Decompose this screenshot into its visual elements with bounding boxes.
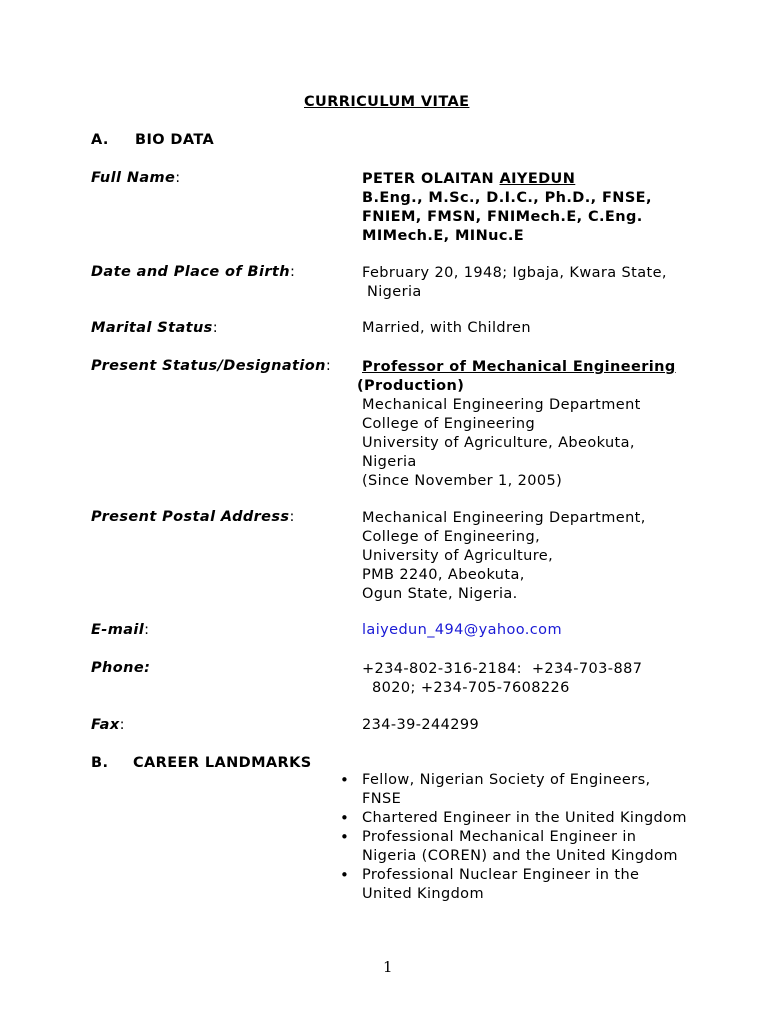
career-landmarks-list bbox=[340, 771, 687, 904]
phone-label: Phone: bbox=[91, 660, 151, 676]
surname: AIYEDUN bbox=[499, 171, 576, 187]
email-link[interactable]: laiyedun_494@yahoo.com bbox=[362, 622, 562, 638]
page-number: 1 bbox=[383, 958, 393, 976]
qualifications-line: B.Eng., M.Sc., D.I.C., Ph.D., FNSE, bbox=[362, 190, 652, 206]
list-item: • Professional Mechanical Engineer in Nigeria (COREN) and the United Kingdom bbox=[340, 828, 687, 866]
qualifications-line: MIMech.E, MINuc.E bbox=[362, 228, 525, 244]
given-names: PETER OLAITAN bbox=[362, 171, 500, 187]
full-name-label: Full Name: bbox=[91, 170, 181, 186]
full-name-value bbox=[362, 170, 652, 246]
designation-label: Present Status/Designation: bbox=[91, 358, 332, 374]
section-a-title: BIO DATA bbox=[135, 132, 215, 148]
marital-label: Marital Status: bbox=[91, 320, 219, 336]
phone-value: +234-802-316-2184: +234-703-887 8020; +234-705-7608226 bbox=[362, 661, 643, 696]
marital-value: Married, with Children bbox=[362, 320, 531, 336]
section-b-title: CAREER LANDMARKS bbox=[133, 755, 312, 771]
postal-label: Present Postal Address: bbox=[91, 509, 295, 525]
fax-label: Fax: bbox=[91, 717, 125, 733]
birth-label: Date and Place of Birth: bbox=[91, 264, 296, 280]
designation-value: Professor of Mechanical Engineering (Production) Mechanical Engineering Department College of Engineering University of Agriculture, Abeokuta, Nigeria (Since November 1, 2005) bbox=[357, 359, 676, 489]
page-title: CURRICULUM VITAE bbox=[304, 94, 470, 110]
list-item: • Chartered Engineer in the United Kingdom bbox=[340, 809, 687, 828]
list-item: • Fellow, Nigerian Society of Engineers, FNSE bbox=[340, 771, 687, 809]
birth-value: February 20, 1948; Igbaja, Kwara State, Nigeria bbox=[362, 265, 667, 300]
list-item: • Professional Nuclear Engineer in the United Kingdom bbox=[340, 866, 687, 904]
section-a-letter: A. bbox=[91, 132, 109, 148]
postal-value: Mechanical Engineering Department, College of Engineering, University of Agriculture, PMB 2240, Abeokuta, Ogun State, Nigeria. bbox=[362, 510, 646, 602]
designation-title: Professor of Mechanical Engineering bbox=[362, 359, 676, 375]
designation-subtitle: (Production) bbox=[357, 378, 465, 394]
email-label: E-mail: bbox=[91, 622, 150, 638]
fax-value: 234-39-244299 bbox=[362, 717, 480, 733]
section-b-letter: B. bbox=[91, 755, 109, 771]
qualifications-line: FNIEM, FMSN, FNIMech.E, C.Eng. bbox=[362, 209, 643, 225]
